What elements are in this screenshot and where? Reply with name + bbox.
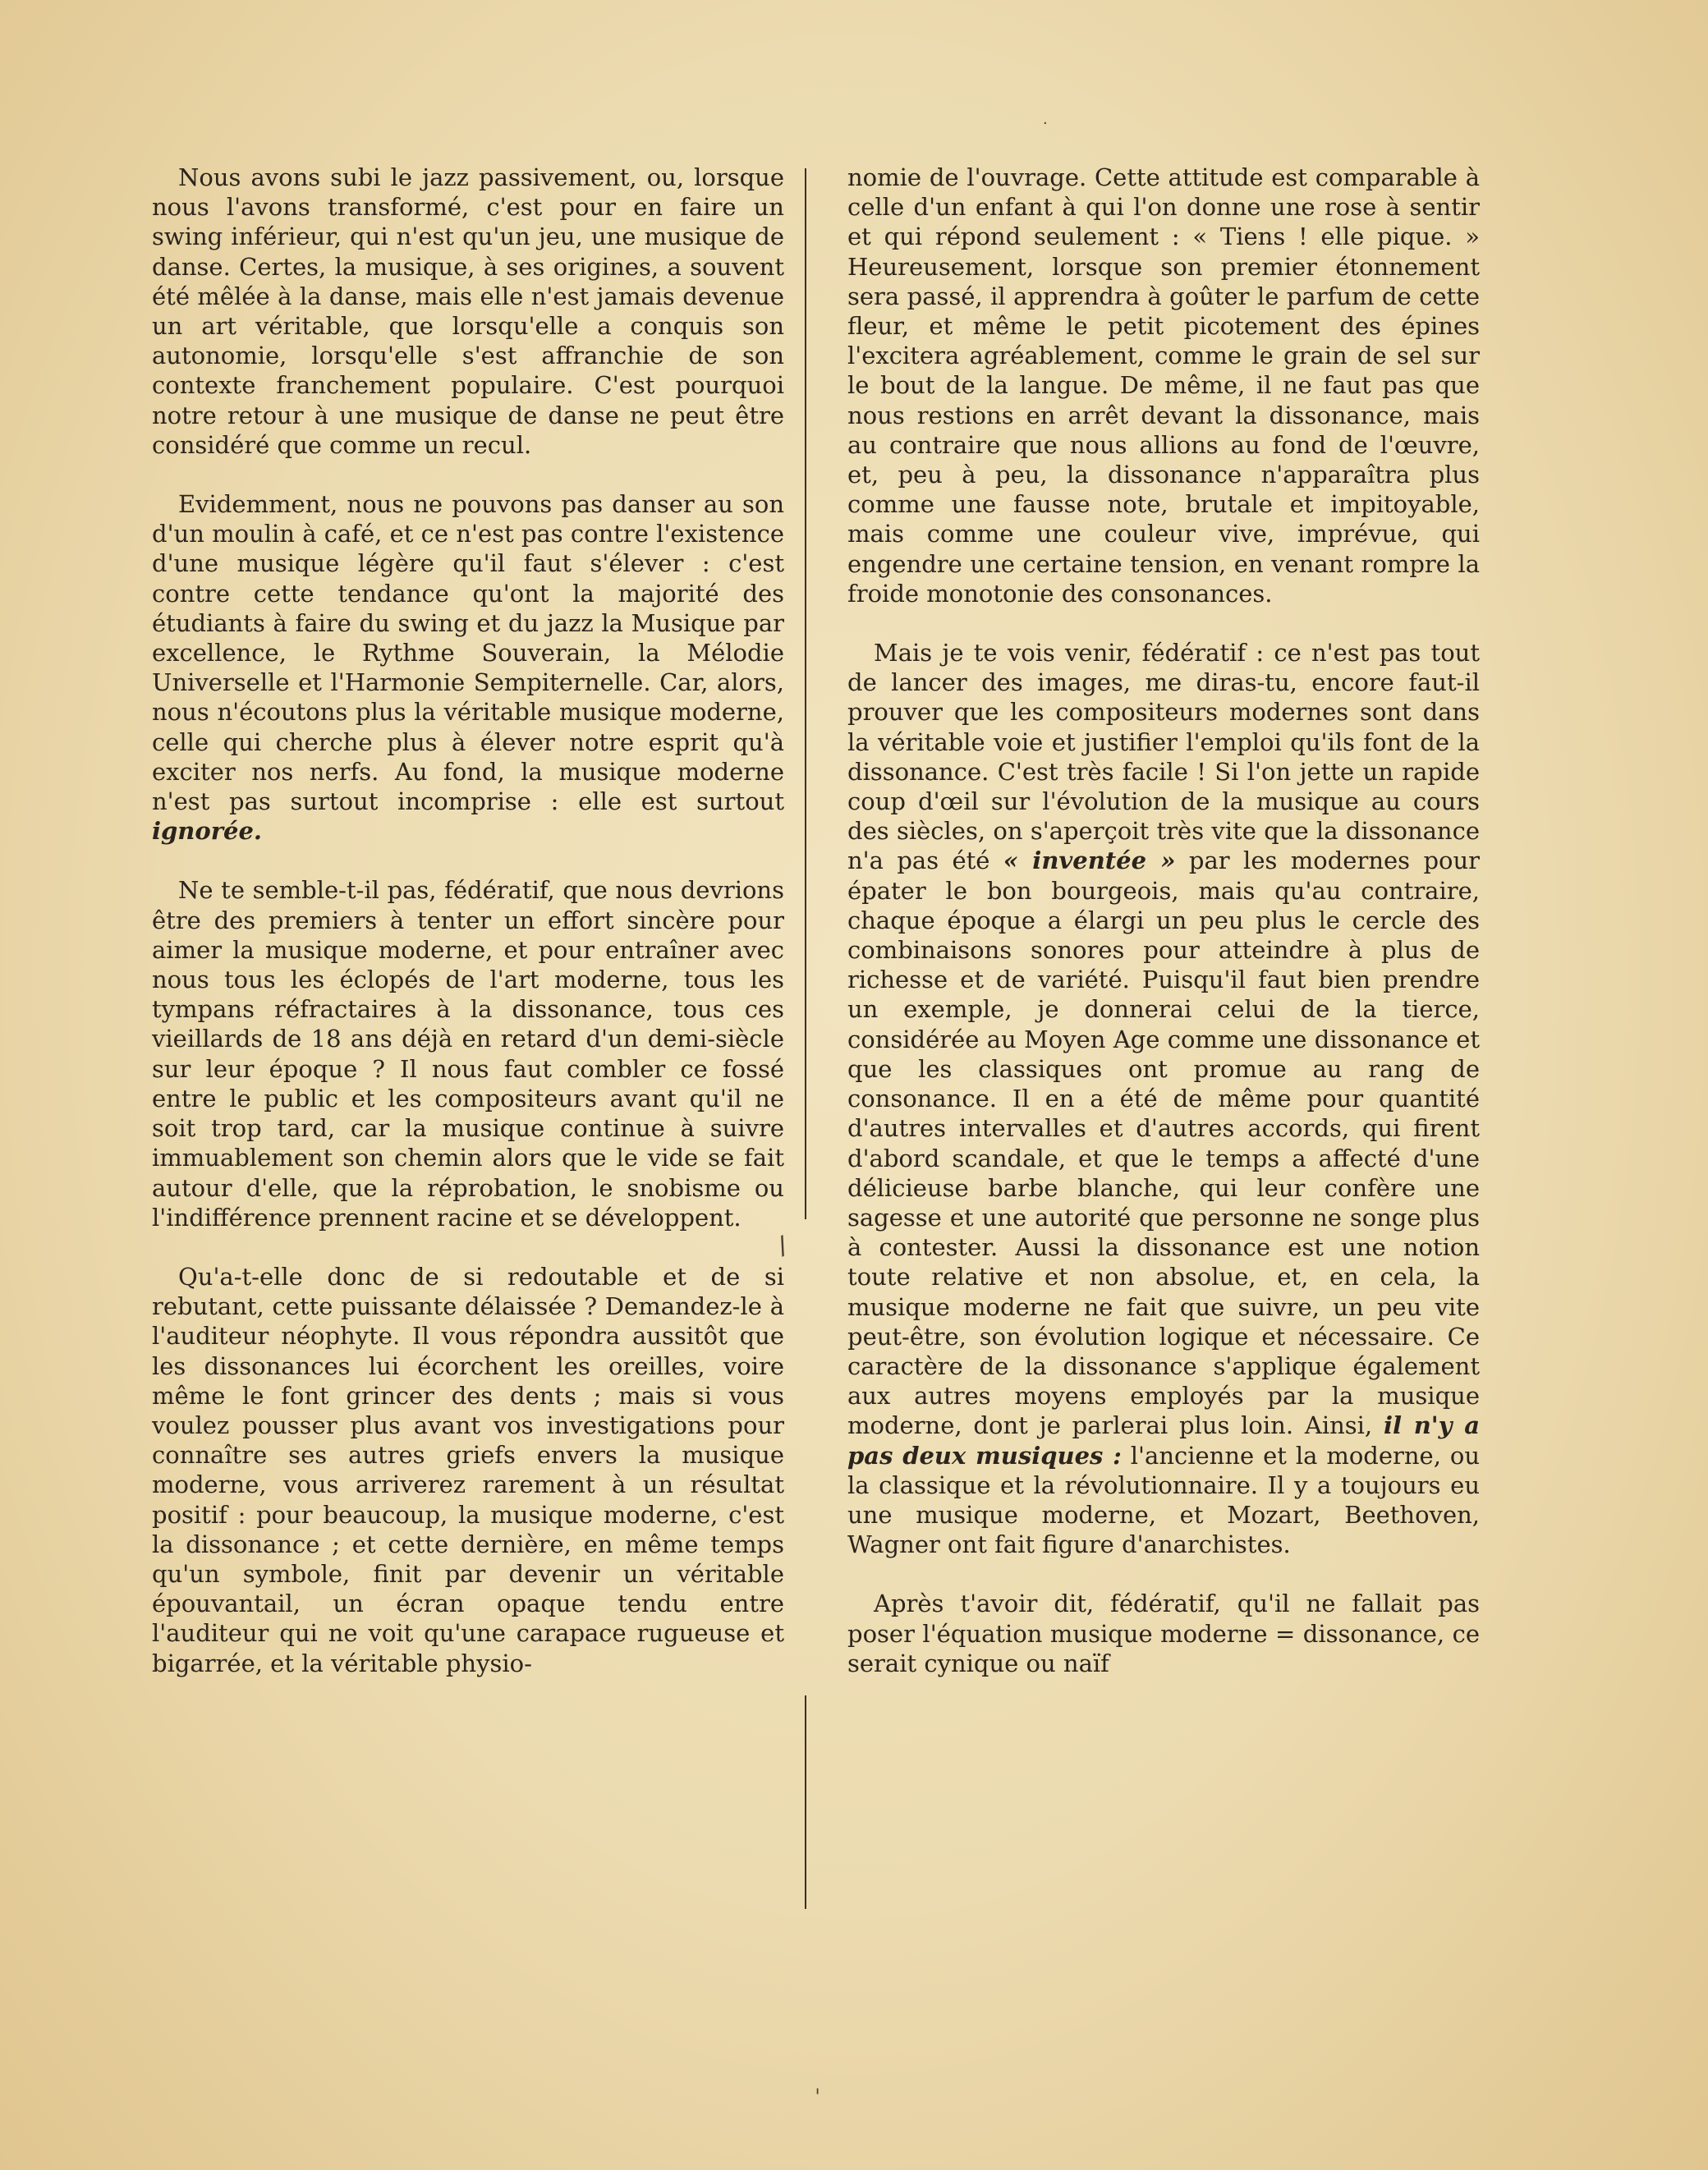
top-speck-mark: · (1043, 115, 1048, 132)
paragraph-moulin-a-cafe (152, 489, 784, 846)
paragraph-je-te-vois-venir (847, 638, 1480, 1559)
margin-tick-mark: ˈ (815, 2085, 821, 2110)
emphasis-ignoree: ignorée. (152, 817, 262, 846)
column-divider-bottom (805, 1695, 806, 1909)
emphasis-inventee: « inventée » (1003, 846, 1176, 875)
paragraph-federatif: Ne te semble-t-il pas, fédératif, que nous devrions être des premiers à tenter un effort sincère pour aimer la musique moderne, et pour entraîner avec nous tous les éclopés de l'art moderne, tous les tympans réfractaires à la dissonance, tous ces vieillards de 18 ans déjà en retard d'un demi-siècle sur leur époque ? Il nous faut combler ce fossé entre le public et les compositeurs avant qu'il ne soit trop tard, car la musique continue à suivre immuablement son chemin alors que le vide se fait autour d'elle, que la réprobation, le snobisme ou l'indifférence prennent racine et se développent. (152, 876, 784, 1232)
paragraph-apres-t-avoir-dit: Après t'avoir dit, fédératif, qu'il ne fallait pas poser l'équation musique moderne = dissonance, ce serait cynique ou naïf (847, 1590, 1480, 1677)
paragraph-text: Mais je te vois venir, fédératif : ce n'est pas tout de lancer des images, me diras-tu, encore faut-il prouver que les compositeurs modernes sont dans la véritable voie et justifier l'emploi qu'ils font de la dissonance. C'est très facile ! Si l'on jette un rapide coup d'œil sur l'évolution de la musique au cours des siècles, on s'aperçoit très vite que la dissonance n'a pas été (847, 639, 1480, 875)
left-column (152, 163, 784, 1678)
paragraph-jazz: Nous avons subi le jazz passivement, ou, lorsque nous l'avons transformé, c'est pour en faire un swing inférieur, qui n'est qu'un jeu, une musique de danse. Certes, la musique, à ses origines, a souvent été mêlée à la danse, mais elle n'est jamais devenue un art véritable, que lorsqu'elle a conquis son autonomie, lorsqu'elle s'est affranchie de son contexte franchement populaire. C'est pourquoi notre retour à une musique de danse ne peut être considéré que comme un recul. (152, 163, 784, 459)
paragraph-text: Evidemment, nous ne pouvons pas danser au son d'un moulin à café, et ce n'est pas contre l'existence d'une musique légère qu'il faut s'élever : c'est contre cette tendance qu'ont la majorité des étudiants à faire du swing et du jazz la Musique par excellence, le Rythme Souverain, la Mélodie Universelle et l'Harmonie Sempiternelle. Car, alors, nous n'écoutons plus la véritable musique moderne, celle qui cherche plus à élever notre esprit qu'à exciter nos nerfs. Au fond, la musique moderne n'est pas surtout incomprise : elle est surtout (152, 490, 784, 816)
margin-pencil-mark: / (774, 1231, 792, 1261)
paragraph-text: l'ancienne et la moderne, ou la classique et la révolutionnaire. Il y a toujours eu une musique moderne, et Mozart, Beethoven, Wagner ont fait figure d'anarchistes. (847, 1441, 1480, 1559)
emphasis-deux-musiques: il n'y a pas deux musiques : (847, 1411, 1481, 1470)
paragraph-physionomie: nomie de l'ouvrage. Cette attitude est comparable à celle d'un enfant à qui l'on donne une rose à sentir et qui répond seulement : « Tiens ! elle pique. » Heureusement, lorsque son premier étonnement sera passé, il apprendra à goûter le parfum de cette fleur, et même le petit picotement des épines l'excitera agréablement, comme le grain de sel sur le bout de la langue. De même, il ne faut pas que nous restions en arrêt devant la dissonance, mais au contraire que nous allions au fond de l'œuvre, et, peu à peu, la dissonance n'apparaîtra plus comme une fausse note, brutale et impitoyable, mais comme une couleur vive, imprévue, qui engendre une certaine tension, en venant rompre la froide monotonie des consonances. (847, 163, 1480, 608)
paragraph-text: par les modernes pour épater le bon bourgeois, mais qu'au contraire, chaque époque a élargi un peu plus le cercle des combinaisons sonores pour atteindre à plus de richesse et de variété. Puisqu'il faut bien prendre un exemple, je donnerai celui de la tierce, considérée au Moyen Age comme une dissonance et que les classiques ont promue au rang de consonance. Il en a été de même pour quantité d'autres intervalles et d'autres accords, qui firent d'abord scandale, et que le temps a affecté d'une délicieuse barbe blanche, qui leur confère une sagesse et une autorité que personne ne songe plus à contester. Aussi la dissonance est une notion toute relative et non absolue, et, en cela, la musique moderne ne fait que suivre, un peu vite peut-être, son évolution logique et nécessaire. Ce caractère de la dissonance s'applique également aux autres moyens employés par la musique moderne, dont je parlerai plus loin. Ainsi, (847, 846, 1481, 1440)
right-column (847, 163, 1480, 1678)
paragraph-redoutable: Qu'a-t-elle donc de si redoutable et de si rebutant, cette puissante délaissée ? Demandez-le à l'auditeur néophyte. Il vous répondra aussitôt que les dissonances lui écorchent les oreilles, voire même le font grincer des dents ; mais si vous voulez pousser plus avant vos investigations pour connaître ses autres griefs envers la musique moderne, vous arriverez rarement à un résultat positif : pour beaucoup, la musique moderne, c'est la dissonance ; et cette dernière, en même temps qu'un symbole, finit par devenir un véritable épouvantail, un écran opaque tendu entre l'auditeur qui ne voit qu'une carapace rugueuse et bigarrée, et la véritable physio- (152, 1262, 784, 1677)
column-divider-top (805, 168, 806, 1219)
